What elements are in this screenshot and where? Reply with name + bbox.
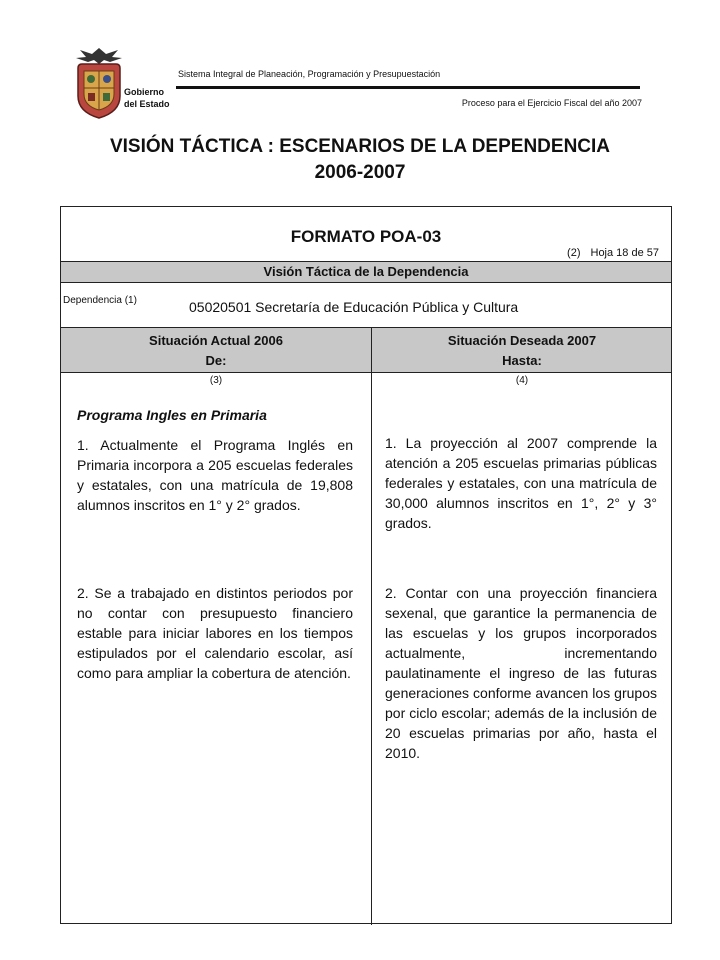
- page-title-line1: VISIÓN TÁCTICA : ESCENARIOS DE LA DEPENDENCIA: [109, 136, 611, 157]
- current-situation-item-1: 1. Actualmente el Programa Inglés en Primaria incorpora a 205 escuelas federales y estatales, con una matrícula de 19,808 alumnos inscritos en 1° y 2° grados.: [77, 437, 353, 513]
- system-name: Sistema Integral de Planeación, Programación y Presupuestación: [178, 69, 441, 79]
- government-label-line2: del Estado: [124, 99, 170, 109]
- header-rule: [176, 86, 640, 89]
- format-title: FORMATO POA-03: [290, 227, 442, 246]
- desired-situation-title: Situación Deseada 2007: [447, 333, 597, 348]
- current-situation-item-2: 2. Se a trabajado en distintos periodos por no contar con presupuesto financiero estable para iniciar labores en los tiempos estipulados por el calendario escolar, así como para ampliar la cobertura de atención.: [77, 585, 353, 681]
- desired-situation-to: Hasta:: [502, 353, 542, 368]
- desired-situation-item-2: 2. Contar con una proyección financiera sexenal, que garantice la permanencia de las escuelas y los grupos incorporados actualmente, incrementando paulatinamente el ingreso de las futuras generaciones conforme avancen los grupos por ciclo escolar; además de la inclusión de 20 escuelas primarias por año, hasta el 2010.: [385, 585, 657, 761]
- page-title: [0, 134, 720, 186]
- poa-form: [60, 206, 672, 924]
- current-situation-marker: (3): [209, 375, 223, 386]
- government-label-line1: Gobierno: [124, 87, 164, 97]
- sheet-label: Hoja 18 de 57: [590, 247, 659, 259]
- current-situation-from: De:: [205, 353, 227, 368]
- desired-situation-item-1: 1. La proyección al 2007 comprende la atención a 205 escuelas primarias públicas federales y estatales, con una matrícula de 30,000 alumnos inscritos en 1°, 2° y 3° grados.: [385, 435, 657, 531]
- dependency-value: 05020501 Secretaría de Educación Pública y Cultura: [189, 299, 519, 315]
- sheet-number: [567, 247, 659, 259]
- desired-situation-marker: (4): [515, 375, 529, 386]
- current-situation-title: Situación Actual 2006: [149, 333, 283, 348]
- current-situation-header: [61, 331, 371, 371]
- column-headers: [61, 327, 671, 373]
- page-title-line2: 2006-2007: [314, 162, 406, 183]
- state-coat-of-arms-icon: [72, 44, 126, 120]
- section-header: Visión Táctica de la Dependencia: [61, 261, 671, 283]
- dependency-label: Dependencia (1): [63, 295, 137, 306]
- sheet-marker: (2): [567, 247, 581, 259]
- desired-situation-header: [371, 331, 673, 371]
- column-divider: [371, 327, 372, 925]
- government-label: [124, 86, 170, 110]
- process-label: Proceso para el Ejercicio Fiscal del año 2007: [461, 98, 642, 108]
- program-title: Programa Ingles en Primaria: [77, 407, 267, 423]
